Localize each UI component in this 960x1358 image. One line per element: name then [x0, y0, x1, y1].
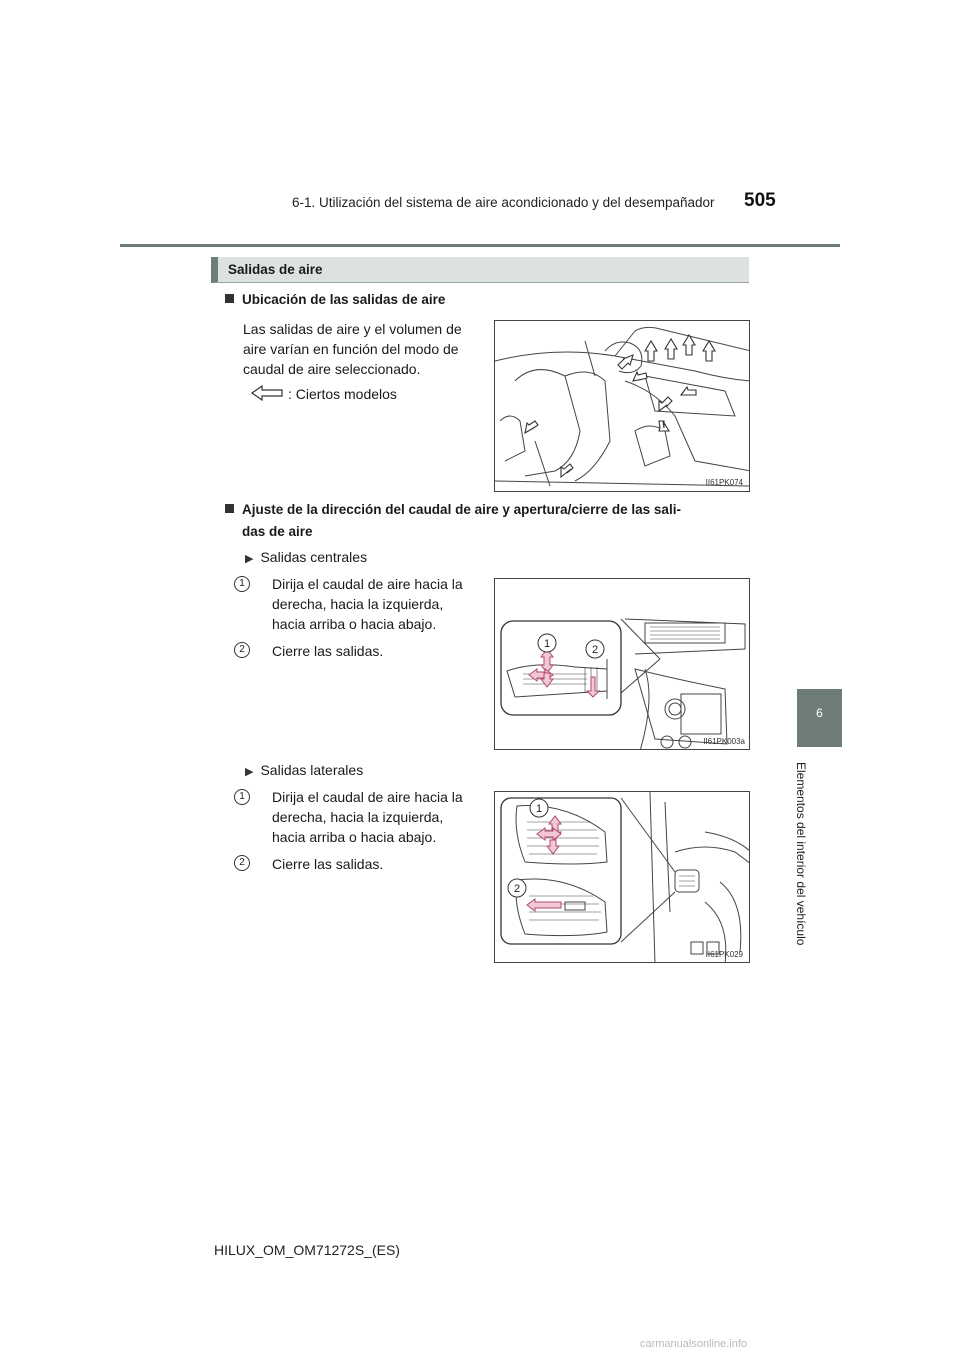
square-bullet-icon [225, 504, 234, 513]
watermark: carmanualsonline.info [640, 1338, 748, 1350]
side-step-1-line-3: hacia arriba o hacia abajo. [272, 829, 437, 845]
legend-text: : Ciertos modelos [288, 386, 397, 402]
callout-1: 1 [543, 638, 551, 650]
center-step-1 [272, 574, 477, 634]
figure-side-vents [494, 791, 750, 963]
side-vents-title: Salidas laterales [260, 762, 364, 778]
side-step-2: Cierre las salidas. [272, 856, 384, 872]
side-step-1-line-1: Dirija el caudal de aire hacia la [272, 789, 463, 805]
chapter-number: 6 [816, 706, 823, 720]
page-number: 505 [744, 190, 776, 211]
triangle-bullet-icon: ▶ [245, 553, 254, 565]
document-code: HILUX_OM_OM71272S_(ES) [214, 1242, 400, 1258]
legend-arrow-icon [250, 384, 284, 407]
side-step-1 [272, 787, 477, 847]
location-heading [225, 289, 445, 311]
step-number-badge: 2 [234, 642, 250, 658]
center-step-1-line-1: Dirija el caudal de aire hacia la [272, 576, 463, 592]
figure-code: II61PK003a [703, 737, 745, 746]
center-vents-title: Salidas centrales [260, 549, 368, 565]
callout-1: 1 [535, 803, 543, 815]
side-vent-illustration [495, 792, 750, 963]
chapter-title-vertical: Elementos del interior del vehículo [794, 762, 808, 946]
figure-center-vents [494, 578, 750, 750]
section-title-bar [211, 257, 749, 283]
location-heading-text: Ubicación de las salidas de aire [242, 292, 446, 307]
center-step-1-line-3: hacia arriba o hacia abajo. [272, 616, 437, 632]
header-rule [120, 244, 840, 247]
location-line-3: caudal de aire seleccionado. [243, 361, 421, 377]
side-vents-subheading [245, 760, 363, 782]
adjust-heading [225, 499, 749, 543]
square-bullet-icon [225, 294, 234, 303]
location-line-1: Las salidas de aire y el volumen de [243, 321, 462, 337]
figure-code: II61PK074 [705, 478, 743, 487]
callout-2: 2 [591, 644, 599, 656]
cabin-illustration [495, 321, 750, 492]
figure-code: II61PK029 [705, 950, 743, 959]
triangle-bullet-icon: ▶ [245, 766, 254, 778]
running-header: 6-1. Utilización del sistema de aire acondicionado y del desempañador [292, 195, 715, 210]
step-number-badge: 1 [234, 576, 250, 592]
step-number-badge: 2 [234, 855, 250, 871]
adjust-heading-line-1: Ajuste de la dirección del caudal de aire y apertura/cierre de las sali- [242, 502, 681, 517]
figure-vent-locations [494, 320, 750, 492]
step-number-badge: 1 [234, 789, 250, 805]
side-step-1-line-2: derecha, hacia la izquierda, [272, 809, 444, 825]
section-title: Salidas de aire [228, 262, 323, 277]
center-step-1-line-2: derecha, hacia la izquierda, [272, 596, 444, 612]
center-vents-subheading [245, 547, 367, 569]
callout-2: 2 [513, 883, 521, 895]
center-step-2: Cierre las salidas. [272, 643, 384, 659]
adjust-heading-line-2: das de aire [242, 524, 313, 539]
location-line-2: aire varían en función del modo de [243, 341, 459, 357]
center-vent-illustration [495, 579, 750, 750]
location-description [243, 319, 481, 379]
